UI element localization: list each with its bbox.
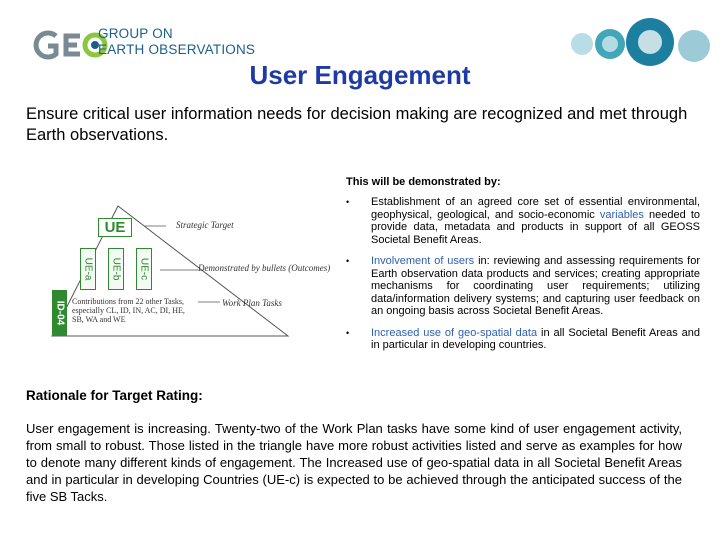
rationale-heading: Rationale for Target Rating: <box>26 388 203 403</box>
bullet-dot: • <box>346 327 350 338</box>
id-04-box <box>52 290 67 336</box>
bullet-text: needed to provide data, metadata and products in support of all GEOSS Societal Benefit Areas. <box>371 208 700 246</box>
rationale-text: User engagement is increasing. Twenty-two of the Work Plan tasks have some kind of user engagement activity, from small to robust. Those listed in the triangle have more robust activities listed and serve as examples for how to denote many different kinds of engagement. The Increased use of geo-spatial data in all Societal Benefit Areas and in particular in developing Countries (UE-c) is expected to be achieved through the anticipated success of the five SB Tacks. <box>26 421 682 504</box>
bullet-highlight: Involvement of users <box>371 255 475 267</box>
bullet-item <box>346 196 700 246</box>
demonstrated-bullet-list <box>346 196 700 361</box>
ue-c-label: UE-c <box>138 257 150 281</box>
engagement-triangle-diagram <box>48 200 348 340</box>
logo-line-2: EARTH OBSERVATIONS <box>98 42 256 57</box>
demonstrated-heading: This will be demonstrated by: <box>346 176 501 188</box>
ue-b-box <box>108 248 124 290</box>
intro-text: Ensure critical user information needs for decision making are recognized and met through Earth observations. <box>26 105 688 144</box>
ue-b-label: UE-b <box>110 257 122 281</box>
bullet-item <box>346 255 700 318</box>
bullet-item <box>346 327 700 352</box>
bullet-highlight: Increased use of geo-spatial data <box>371 326 538 339</box>
demonstrated-by-label: Demonstrated by bullets (Outcomes) <box>198 263 331 273</box>
ue-c-box <box>136 248 152 290</box>
page-title: User Engagement <box>249 60 471 90</box>
contributions-text: Contributions from 22 other Tasks, especially CL, ID, IN, AC, DI, HE, SB, WA and WE <box>72 297 185 324</box>
bullet-dot: • <box>346 256 350 266</box>
strategic-target-label: Strategic Target <box>176 220 234 230</box>
bullet-text: in all Societal Benefit Areas and in particular in developing countries. <box>371 326 700 351</box>
ue-a-label: UE-a <box>82 257 94 281</box>
bullet-text: in: reviewing and assessing requirements for Earth observation data products and services; creating appropriate mechanisms for coordinating user requirements; utilizing data/information delivery systems; and capturing user feedback on an ongoing basis across Societal Benefit Areas. <box>371 255 700 317</box>
id-04-label: ID-04 <box>54 300 65 326</box>
ue-a-box <box>80 248 96 290</box>
logo-wordmark <box>98 26 255 58</box>
ue-box: UE <box>98 218 132 237</box>
work-plan-tasks-label: Work Plan Tasks <box>222 298 282 308</box>
bullet-dot: • <box>346 197 350 207</box>
bullet-text: Establishment of an agreed core set of essential environmental, geophysical, geological, and socio-economic <box>371 196 700 221</box>
bullet-highlight: variables <box>599 208 644 221</box>
logo-line-1: GROUP ON <box>98 26 173 41</box>
